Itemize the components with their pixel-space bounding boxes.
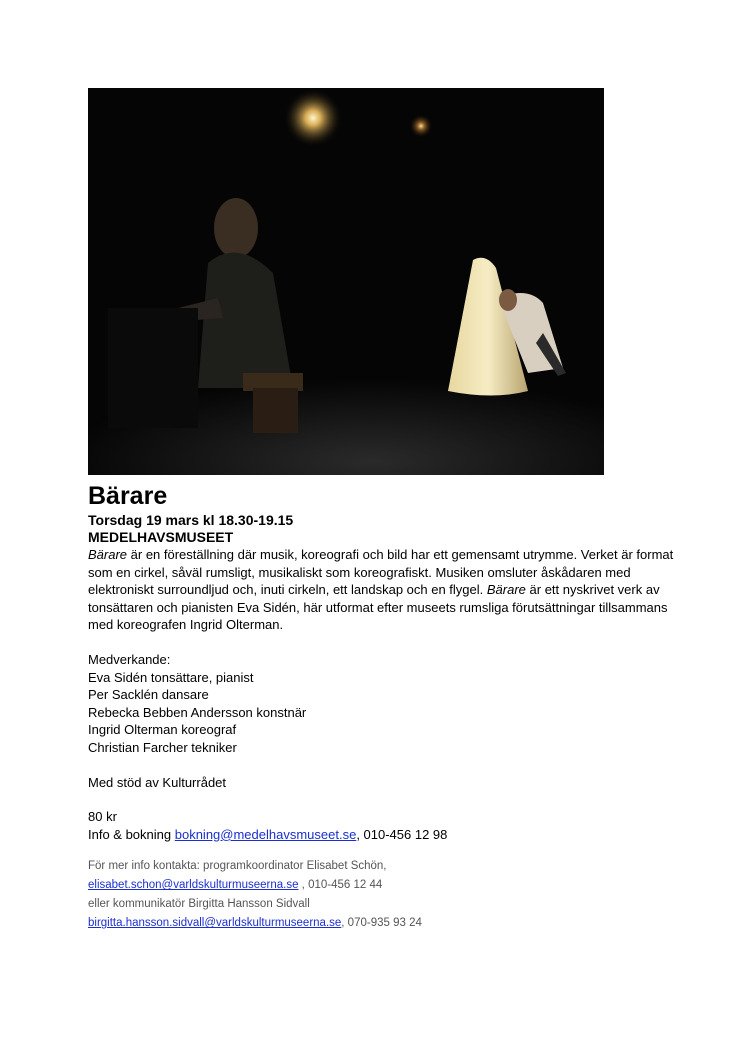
- contact-email-line: [88, 876, 678, 895]
- description-text-2: är ett nyskrivet verk av tonsättaren och pianisten Eva Sidén, här utformat efter museets rumsliga förutsättningar tillsammans med koreografen Ingrid Olterman.: [88, 582, 668, 633]
- contact-phone: , 070-935 93 24: [341, 917, 422, 930]
- booking-phone: , 010-456 12 98: [356, 826, 448, 842]
- participants-heading: Medverkande:: [88, 651, 171, 667]
- event-venue: MEDELHAVSMUSEET: [88, 529, 234, 545]
- support-note: Med stöd av Kulturrådet: [88, 774, 227, 790]
- contact-line: eller kommunikatör Birgitta Hansson Sidvall: [88, 898, 310, 911]
- contact-email-line: [88, 914, 678, 933]
- booking-line: [88, 826, 678, 844]
- event-content: [88, 480, 678, 933]
- participant-item: Christian Farcher tekniker: [88, 739, 237, 755]
- description-italic-title-2: Bärare: [486, 582, 526, 598]
- contact-email-link[interactable]: elisabet.schon@varldskulturmuseerna.se: [88, 879, 299, 892]
- participant-item: Eva Sidén tonsättare, pianist: [88, 669, 254, 685]
- event-description: [88, 546, 678, 634]
- contact-email-link[interactable]: birgitta.hansson.sidvall@varldskulturmuseerna.se: [88, 917, 342, 930]
- price: 80 kr: [88, 809, 117, 825]
- booking-label: Info & bokning: [88, 826, 175, 842]
- description-italic-title: Bärare: [88, 547, 128, 562]
- participant-item: Ingrid Olterman koreograf: [88, 722, 237, 738]
- contact-phone: , 010-456 12 44: [298, 879, 383, 892]
- performance-photo: [88, 88, 604, 475]
- participant-item: Per Sacklén dansare: [88, 687, 209, 703]
- description-text-1: är en föreställning där musik, koreografi och bild har ett gemensamt utrymme. Verket är format som en cirkel, såväl rumsligt, musikaliskt som koreografiskt. Musiken omsluter åskådaren med elektroniskt surroundljud och, inuti cirkeln, ett landskap och en flygel.: [88, 547, 674, 598]
- event-date: Torsdag 19 mars kl 18.30-19.15: [88, 512, 294, 528]
- contact-line: För mer info kontakta: programkoordinator Elisabet Schön,: [88, 860, 387, 873]
- event-title: Bärare: [88, 482, 168, 510]
- booking-email-link[interactable]: bokning@medelhavsmuseet.se: [174, 826, 357, 842]
- participant-item: Rebecka Bebben Andersson konstnär: [88, 704, 307, 720]
